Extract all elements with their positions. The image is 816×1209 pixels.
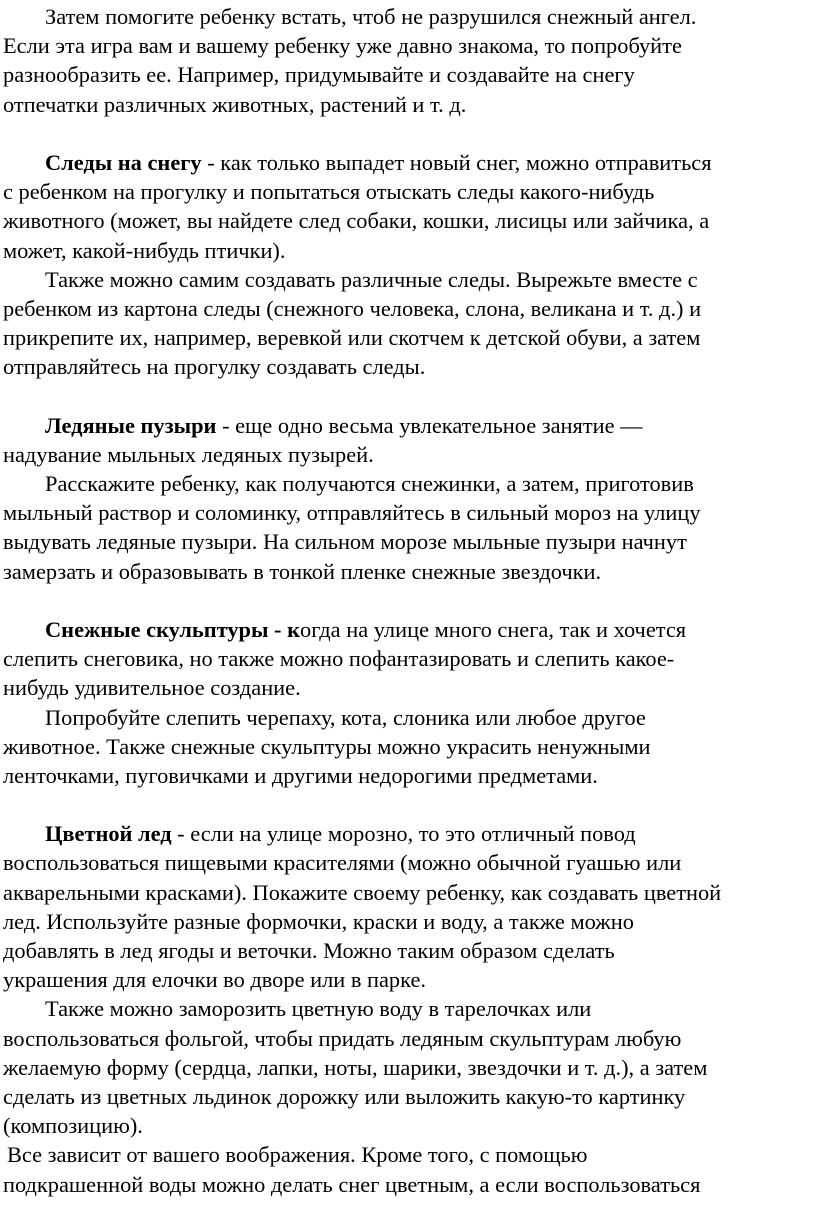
text-run: - еще одно весьма увлекательное занятие — bbox=[216, 412, 643, 438]
text-line: замерзать и образовывать в тонкой пленке снежные звездочки. bbox=[3, 558, 602, 584]
text-line: воспользоваться пищевыми красителями (можно обычной гуашью или bbox=[3, 850, 682, 876]
text-run: - если на улице морозно, то это отличный повод bbox=[171, 821, 636, 847]
text-line: Все зависит от вашего воображения. Кроме того, с помощью bbox=[7, 1142, 588, 1168]
text-line: подкрашенной воды можно делать снег цветным, а если воспользоваться bbox=[3, 1171, 701, 1197]
document-page bbox=[3, 2, 816, 1199]
text-line: акварельными красками). Покажите своему ребенку, как создавать цветной bbox=[3, 879, 722, 905]
section-title: Цветной лед bbox=[45, 821, 172, 847]
text-line: желаемую форму (сердца, лапки, ноты, шарики, звездочки и т. д.), а затем bbox=[3, 1054, 708, 1080]
text-line: с ребенком на прогулку и попытаться отыскать следы какого-нибудь bbox=[3, 179, 655, 205]
section-title: Ледяные пузыри bbox=[45, 412, 217, 438]
paragraph-gap bbox=[3, 586, 816, 615]
text-line bbox=[3, 819, 816, 848]
text-line: может, какой-нибудь птички). bbox=[3, 237, 286, 263]
text-line: ленточками, пуговичками и другими недорогими предметами. bbox=[3, 762, 598, 788]
text-line: Если эта игра вам и вашему ребенку уже давно знакома, то попробуйте bbox=[3, 33, 682, 59]
section-title: Следы на снегу bbox=[45, 149, 202, 175]
text-line: Расскажите ребенку, как получаются снежинки, а затем, приготовив bbox=[45, 471, 694, 496]
text-line: нибудь удивительное создание. bbox=[3, 675, 301, 701]
text-line: отправляйтесь на прогулку создавать следы. bbox=[3, 354, 426, 380]
text-line: украшения для елочки во дворе или в парке. bbox=[3, 967, 426, 993]
text-line: добавлять в лед ягоды и веточки. Можно таким образом сделать bbox=[3, 938, 615, 963]
text-line: Также можно самим создавать различные следы. Вырежьте вместе с bbox=[45, 266, 698, 292]
text-line: слепить снеговика, но также можно пофантазировать и слепить какое- bbox=[3, 646, 675, 672]
text-line bbox=[3, 148, 816, 177]
text-line: прикрепите их, например, веревкой или скотчем к детской обуви, а затем bbox=[3, 325, 701, 351]
text-line: надувание мыльных ледяных пузырей. bbox=[3, 441, 374, 467]
section-colored-ice bbox=[3, 819, 816, 1198]
text-line: Также можно заморозить цветную воду в тарелочках или bbox=[45, 996, 592, 1022]
text-line bbox=[3, 615, 816, 644]
paragraph-gap bbox=[3, 119, 816, 148]
text-line: воспользоваться фольгой, чтобы придать ледяным скульптурам любую bbox=[3, 1025, 682, 1051]
text-line: сделать из цветных льдинок дорожку или выложить какую-то картинку bbox=[3, 1083, 686, 1109]
paragraph-intro bbox=[3, 2, 816, 119]
text-line: (композицию). bbox=[3, 1113, 143, 1139]
text-line: разнообразить ее. Например, придумывайте и создавайте на снегу bbox=[3, 62, 635, 88]
section-title: Снежные скульптуры - к bbox=[45, 616, 301, 642]
text-run: огда на улице много снега, так и хочется bbox=[300, 616, 687, 642]
text-line: ребенком из картона следы (снежного человека, слона, великана и т. д.) и bbox=[3, 295, 702, 321]
section-snow-tracks bbox=[3, 148, 816, 382]
text-line: животного (может, вы найдете след собаки, кошки, лисицы или зайчика, а bbox=[3, 208, 710, 234]
text-line: Затем помогите ребенку встать, чтоб не разрушился снежный ангел. bbox=[45, 4, 697, 29]
text-line: мыльный раствор и соломинку, отправляйтесь в сильный мороз на улицу bbox=[3, 500, 701, 526]
text-run: - как только выпадет новый снег, можно отправиться bbox=[201, 149, 712, 175]
paragraph-gap bbox=[3, 790, 816, 819]
section-snow-sculptures bbox=[3, 615, 816, 790]
text-line: выдувать ледяные пузыри. На сильном морозе мыльные пузыри начнут bbox=[3, 529, 687, 555]
text-line: животное. Также снежные скульптуры можно украсить ненужными bbox=[3, 733, 651, 759]
paragraph-gap bbox=[3, 381, 816, 410]
text-line bbox=[3, 411, 816, 440]
text-line: отпечатки различных животных, растений и т. д. bbox=[3, 91, 467, 117]
text-line: лед. Используйте разные формочки, краски и воду, а также можно bbox=[3, 908, 634, 934]
text-line: Попробуйте слепить черепаху, кота, слоника или любое другое bbox=[45, 704, 646, 730]
section-ice-bubbles bbox=[3, 411, 816, 586]
